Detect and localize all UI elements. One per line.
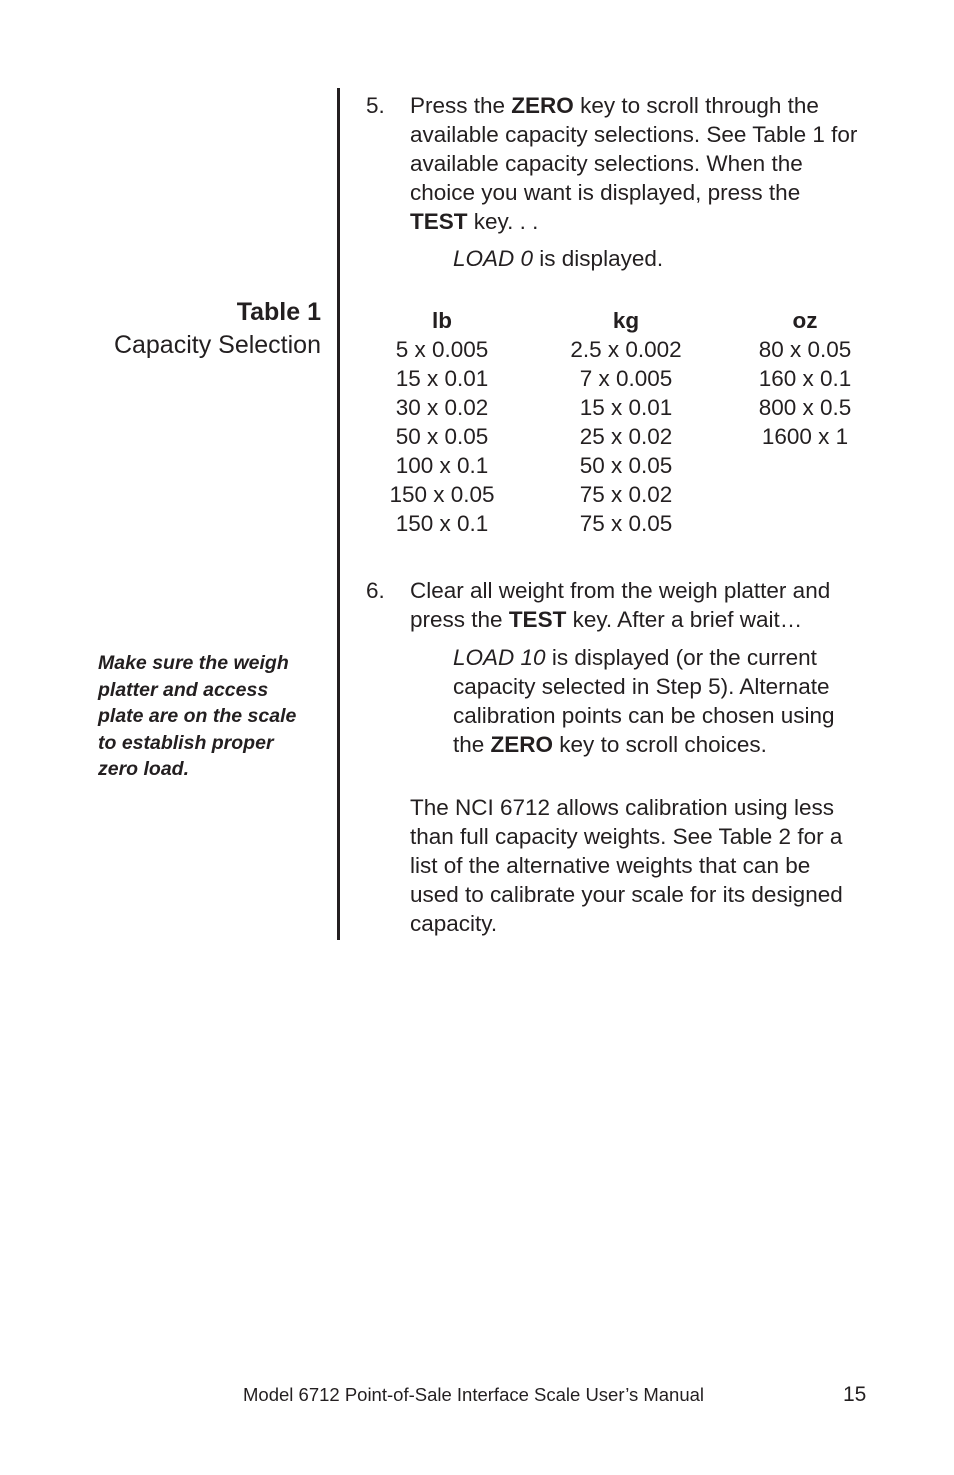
display-text: LOAD 0 <box>453 246 534 271</box>
text-run: key to scroll through the <box>573 93 819 118</box>
side-note-line: Make sure the weigh <box>98 652 289 674</box>
text-run: key. After a brief wait… <box>566 607 803 632</box>
result-line: calibration points can be chosen using <box>453 703 835 728</box>
table-caption-text: Capacity Selection <box>113 331 321 359</box>
table-cell: 25 x 0.02 <box>579 424 673 449</box>
key-name: TEST <box>508 607 567 632</box>
paragraph-line: used to calibrate your scale for its designed <box>410 882 843 907</box>
step-5-text <box>410 91 857 236</box>
margin-rule <box>337 88 340 940</box>
step-number: 6. <box>366 578 385 603</box>
step-5-line <box>410 207 857 236</box>
side-note-line: zero load. <box>98 758 190 780</box>
table-cell: 50 x 0.05 <box>395 424 489 449</box>
step-5-line: available capacity selections. When the <box>410 151 803 176</box>
table-cell: 30 x 0.02 <box>395 395 489 420</box>
side-note <box>98 650 334 783</box>
table-cell: 15 x 0.01 <box>579 395 673 420</box>
side-note-line: plate are on the scale <box>98 705 297 727</box>
side-note-line: to establish proper <box>98 731 274 754</box>
table-cell: 80 x 0.05 <box>758 337 852 362</box>
table-caption <box>114 296 321 362</box>
text-run: key to scroll choices. <box>553 732 767 757</box>
table-label: Table 1 <box>236 298 321 326</box>
column-oz <box>715 306 895 451</box>
side-note-line: platter and access <box>98 678 269 701</box>
text-run: press the <box>410 607 509 632</box>
step-5-line <box>410 91 857 120</box>
step-number: 5. <box>366 93 385 118</box>
table-cell: 150 x 0.1 <box>395 511 489 536</box>
manual-title: Model 6712 Point-of-Sale Interface Scale User’s Manual <box>243 1384 705 1405</box>
column-header: oz <box>792 308 818 333</box>
table-cell: 15 x 0.01 <box>395 366 489 391</box>
key-name: TEST <box>410 209 468 234</box>
text-run: the <box>453 732 491 757</box>
table-cell: 7 x 0.005 <box>579 366 673 391</box>
paragraph-line: capacity. <box>410 911 498 936</box>
table-cell: 75 x 0.05 <box>579 511 673 536</box>
result-line <box>453 730 913 759</box>
table-cell: 800 x 0.5 <box>758 395 852 420</box>
text-run: is displayed. <box>533 246 664 271</box>
page-number: 15 <box>843 1383 867 1406</box>
table-cell: 5 x 0.005 <box>395 337 489 362</box>
step-5-line: choice you want is displayed, press the <box>410 180 801 205</box>
step-6-text <box>410 576 830 634</box>
table-cell: 50 x 0.05 <box>579 453 673 478</box>
paragraph-line: than full capacity weights. See Table 2 for a <box>410 824 843 849</box>
paragraph-line: list of the alternative weights that can be <box>410 853 811 878</box>
result-line: capacity selected in Step 5). Alternate <box>453 674 830 699</box>
table-cell: 2.5 x 0.002 <box>570 337 682 362</box>
text-run: is displayed (or the current <box>545 645 817 670</box>
step-6-result <box>453 643 913 759</box>
result-line <box>453 643 913 672</box>
step-6-line <box>410 605 830 634</box>
key-name: ZERO <box>511 93 574 118</box>
text-run: Press the <box>410 93 512 118</box>
text-run: key. . . <box>467 209 539 234</box>
step-6-line: Clear all weight from the weigh platter and <box>410 578 831 603</box>
display-text: LOAD 10 <box>453 645 546 670</box>
column-header: lb <box>432 308 452 333</box>
paragraph-line: The NCI 6712 allows calibration using less <box>410 795 834 820</box>
column-lb <box>352 306 532 538</box>
step-5-result <box>453 244 913 273</box>
column-header: kg <box>612 308 640 333</box>
table-cell: 75 x 0.02 <box>579 482 673 507</box>
table-cell: 1600 x 1 <box>761 424 849 449</box>
key-name: ZERO <box>490 732 554 757</box>
table-cell: 100 x 0.1 <box>395 453 489 478</box>
table-cell: 160 x 0.1 <box>758 366 852 391</box>
closing-paragraph <box>410 793 910 938</box>
table-cell: 150 x 0.05 <box>389 482 495 507</box>
result-line <box>453 244 913 273</box>
step-5-line: available capacity selections. See Table 1 for <box>410 122 858 147</box>
column-kg <box>536 306 716 538</box>
